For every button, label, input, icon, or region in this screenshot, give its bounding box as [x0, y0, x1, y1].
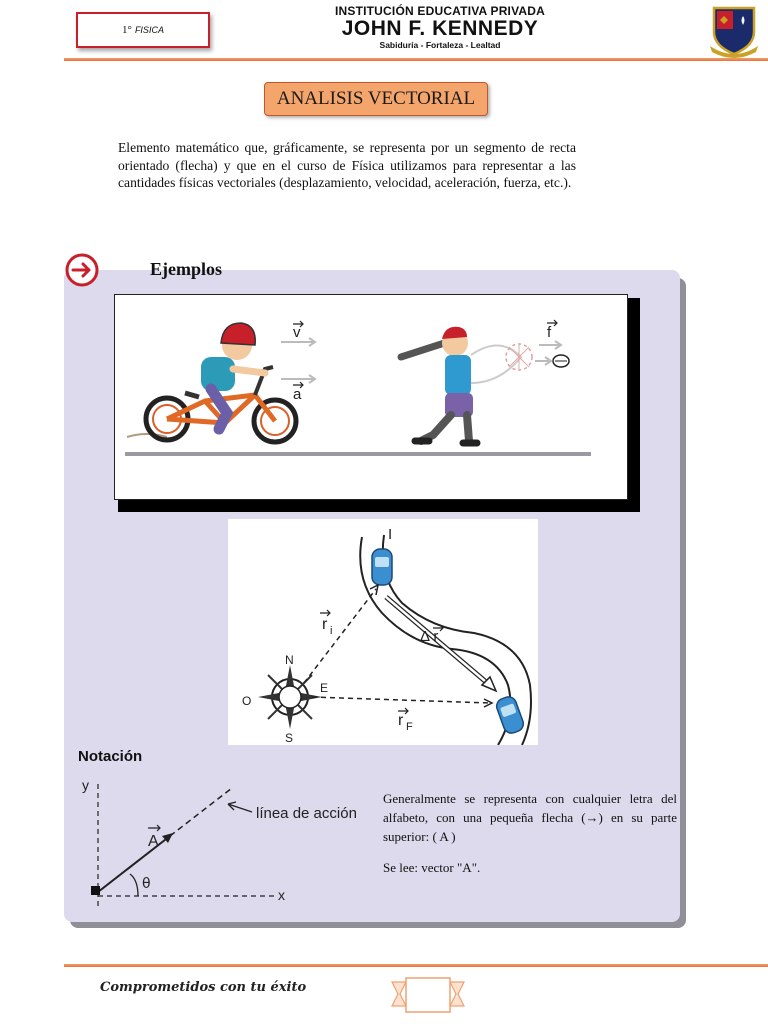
notation-description: [383, 789, 677, 877]
velocity-vector-label: [281, 321, 315, 346]
svg-text:r: r: [398, 712, 404, 729]
car-initial-icon: [372, 549, 392, 585]
vector-a-label: A: [148, 833, 159, 850]
force-vector-label: [539, 320, 561, 349]
school-motto: Sabiduría - Fortaleza - Lealtad: [379, 40, 501, 50]
school-name: JOHN F. KENNEDY: [341, 17, 539, 40]
ball-impact: [506, 343, 569, 371]
examples-heading: Ejemplos: [150, 259, 222, 279]
compass-icon: [242, 653, 328, 745]
footer-slogan: Comprometidos con tu éxito: [100, 980, 307, 995]
compass-east-label: E: [320, 681, 329, 695]
axis-x-label: x: [278, 887, 285, 903]
footer-ribbon-icon: [388, 972, 468, 1018]
rf-label: [398, 708, 413, 733]
arrow-circle-icon: [64, 252, 100, 288]
svg-text:i: i: [330, 625, 333, 637]
example-image-cyclist-batter: [114, 294, 628, 500]
header-divider: [64, 58, 768, 61]
school-type: INSTITUCIÓN EDUCATIVA PRIVADA: [334, 4, 546, 18]
ri-label: [320, 610, 332, 637]
grade-label: 1°: [122, 24, 132, 36]
vector-origin-point: [91, 886, 100, 895]
subject-label: FISICA: [134, 25, 164, 35]
svg-text:v: v: [293, 324, 301, 341]
page-title: ANALISIS VECTORIAL: [264, 82, 488, 116]
grade-subject-box: [76, 12, 210, 48]
compass-south-label: S: [285, 731, 294, 745]
cyclist-figure: [127, 323, 296, 442]
notation-text-1: Generalmente se representa con cualquier letra del alfabeto, con una pequeña flecha (→) en su parte superior: ( A ): [383, 791, 677, 844]
svg-text:F: F: [406, 721, 413, 733]
svg-text:r: r: [322, 616, 328, 633]
notation-heading: Notación: [78, 748, 143, 765]
car-final-icon: [494, 695, 525, 736]
angle-label: θ: [142, 876, 151, 892]
ground-line: [125, 452, 591, 456]
cyclist-batter-illustration: [115, 295, 629, 501]
point-i-label: I: [388, 526, 393, 543]
footer-divider: [64, 964, 768, 967]
svg-text:a: a: [293, 386, 302, 403]
school-crest-icon: [708, 2, 760, 58]
displacement-diagram: [228, 519, 538, 745]
acceleration-vector-label: [281, 375, 315, 403]
svg-text:f: f: [547, 324, 552, 341]
compass-north-label: N: [285, 653, 294, 667]
batter-figure: [401, 327, 521, 443]
axis-y-label: y: [82, 777, 89, 793]
action-line-label: línea de acción: [256, 805, 357, 822]
intro-paragraph: Elemento matemático que, gráficamente, se representa por un segmento de recta orientado (flecha) y que en el curso de Física utilizamos para representar a las cantidades físicas vectoriales (desplazamiento, velocidad, aceleración, fuerza, etc.).: [118, 140, 576, 190]
notation-diagram: [74, 770, 374, 910]
displacement-illustration: [228, 519, 538, 745]
school-header: [292, 4, 588, 50]
compass-west-label: O: [242, 694, 252, 708]
svg-text:Δ r: Δ r: [420, 628, 439, 645]
notation-text-2: Se lee: vector "A".: [383, 860, 481, 875]
